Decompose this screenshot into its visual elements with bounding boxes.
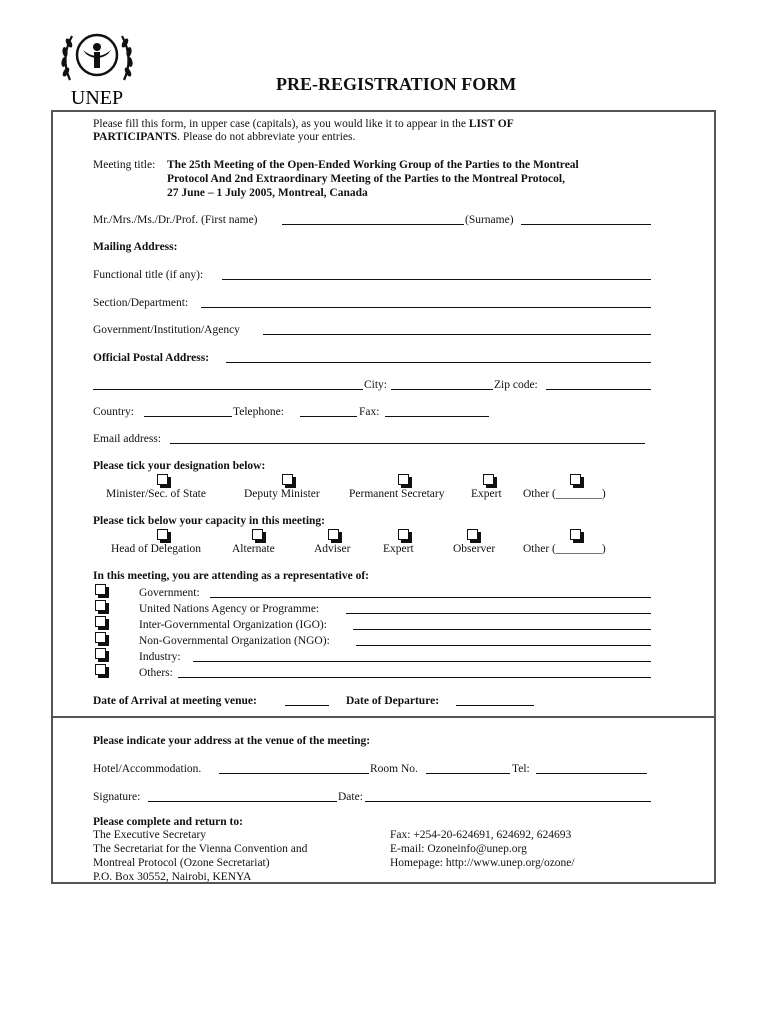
capacity-checkbox-head[interactable]	[157, 529, 168, 540]
rep-checkbox-ngo[interactable]	[95, 632, 106, 643]
functional-label: Functional title (if any):	[93, 269, 204, 281]
rep-checkbox-others[interactable]	[95, 664, 106, 675]
capacity-option: Head of Delegation	[111, 543, 202, 555]
capacity-heading: Please tick below your capacity in this meeting:	[93, 515, 325, 527]
name-label: Mr./Mrs./Ms./Dr./Prof. (First name)	[93, 214, 258, 226]
room-field[interactable]	[426, 762, 510, 774]
rep-option: Non-Governmental Organization (NGO):	[139, 635, 330, 647]
section-field[interactable]	[201, 296, 651, 308]
capacity-checkbox-observer[interactable]	[467, 529, 478, 540]
intro-bold: LIST OF	[468, 118, 514, 130]
intro-line-1	[93, 117, 514, 131]
capacity-option: Observer	[453, 543, 496, 555]
mailing-heading: Mailing Address:	[93, 241, 178, 253]
telephone-label: Telephone:	[233, 406, 284, 418]
functional-field[interactable]	[222, 268, 651, 280]
surname-label: (Surname)	[465, 214, 514, 226]
capacity-option: Alternate	[232, 543, 275, 555]
city-label: City:	[364, 379, 388, 391]
country-field[interactable]	[144, 405, 232, 417]
intro-bold-2: PARTICIPANTS	[93, 131, 178, 143]
telephone-field[interactable]	[300, 405, 357, 417]
rep-option: Industry:	[139, 651, 181, 663]
date-label: Date:	[338, 791, 363, 803]
intro-line-2	[93, 130, 355, 144]
country-label: Country:	[93, 406, 134, 418]
designation-option: Minister/Sec. of State	[106, 488, 206, 500]
return-heading: Please complete and return to:	[93, 816, 243, 828]
venue-heading: Please indicate your address at the venue of the meeting:	[93, 735, 371, 747]
designation-option: Deputy Minister	[244, 488, 320, 500]
fax-label: Fax:	[359, 406, 380, 418]
date-field[interactable]	[365, 790, 651, 802]
rep-option: Others:	[139, 667, 173, 679]
zip-field[interactable]	[546, 378, 651, 390]
designation-checkbox-permanent[interactable]	[398, 474, 409, 485]
rep-field-igo[interactable]	[353, 618, 651, 630]
meeting-line-3: 27 June – 1 July 2005, Montreal, Canada	[167, 187, 368, 199]
designation-option: Permanent Secretary	[349, 488, 445, 500]
designation-heading: Please tick your designation below:	[93, 460, 266, 472]
city-field[interactable]	[391, 378, 493, 390]
rep-checkbox-un[interactable]	[95, 600, 106, 611]
meeting-label: Meeting title:	[93, 159, 156, 171]
rep-field-un[interactable]	[346, 602, 651, 614]
rep-checkbox-industry[interactable]	[95, 648, 106, 659]
signature-field[interactable]	[148, 790, 337, 802]
government-field[interactable]	[263, 323, 651, 335]
designation-option: Other (________)	[523, 488, 606, 500]
rep-checkbox-igo[interactable]	[95, 616, 106, 627]
capacity-checkbox-other[interactable]	[570, 529, 581, 540]
meeting-line-1: The 25th Meeting of the Open-Ended Working Group of the Parties to the Montreal	[167, 159, 579, 171]
postal-field[interactable]	[226, 351, 651, 363]
rep-field-ngo[interactable]	[356, 634, 651, 646]
rep-field-industry[interactable]	[193, 650, 651, 662]
tel-field[interactable]	[536, 762, 647, 774]
tel-label: Tel:	[512, 763, 530, 775]
return-homepage: Homepage: http://www.unep.org/ozone/	[390, 857, 575, 869]
postal-field-2[interactable]	[93, 378, 363, 390]
designation-checkbox-expert[interactable]	[483, 474, 494, 485]
designation-checkbox-minister[interactable]	[157, 474, 168, 485]
arrival-field[interactable]	[285, 694, 329, 706]
rep-option: Inter-Governmental Organization (IGO):	[139, 619, 327, 631]
hotel-label: Hotel/Accommodation.	[93, 763, 202, 775]
departure-field[interactable]	[456, 694, 534, 706]
arrival-label: Date of Arrival at meeting venue:	[93, 695, 257, 707]
surname-field[interactable]	[521, 213, 651, 225]
first-name-field[interactable]	[282, 213, 464, 225]
designation-checkbox-deputy[interactable]	[282, 474, 293, 485]
room-label: Room No.	[370, 763, 418, 775]
capacity-checkbox-expert[interactable]	[398, 529, 409, 540]
postal-label: Official Postal Address:	[93, 352, 210, 364]
rep-option: Government:	[139, 587, 200, 599]
meeting-line-2: Protocol And 2nd Extraordinary Meeting of the Parties to the Montreal Protocol,	[167, 173, 565, 185]
return-address-line: P.O. Box 30552, Nairobi, KENYA	[93, 871, 252, 883]
hotel-field[interactable]	[219, 762, 369, 774]
signature-label: Signature:	[93, 791, 141, 803]
email-label: Email address:	[93, 433, 162, 445]
capacity-checkbox-adviser[interactable]	[328, 529, 339, 540]
intro-text: Please fill this form, in upper case (capitals), as you would like it to appear in the	[93, 118, 469, 130]
return-fax: Fax: +254-20-624691, 624692, 624693	[390, 829, 572, 841]
return-address-line: The Executive Secretary	[93, 829, 207, 841]
fax-field[interactable]	[385, 405, 489, 417]
rep-option: United Nations Agency or Programme:	[139, 603, 320, 615]
unep-logo	[56, 22, 138, 108]
logo-text: UNEP	[70, 87, 124, 108]
rep-checkbox-government[interactable]	[95, 584, 106, 595]
email-field[interactable]	[170, 432, 645, 444]
designation-checkbox-other[interactable]	[570, 474, 581, 485]
rep-field-others[interactable]	[178, 666, 651, 678]
intro-text-2: . Please do not abbreviate your entries.	[177, 131, 356, 143]
representative-heading: In this meeting, you are attending as a representative of:	[93, 570, 369, 582]
capacity-option: Expert	[383, 543, 414, 555]
designation-option: Expert	[471, 488, 502, 500]
departure-label: Date of Departure:	[346, 695, 440, 707]
section-label: Section/Department:	[93, 297, 189, 309]
zip-label: Zip code:	[494, 379, 538, 391]
return-address-line: The Secretariat for the Vienna Convention and	[93, 843, 308, 855]
capacity-option: Adviser	[314, 543, 351, 555]
rep-field-government[interactable]	[210, 586, 651, 598]
return-email: E-mail: Ozoneinfo@unep.org	[390, 843, 527, 855]
government-label: Government/Institution/Agency	[93, 324, 240, 336]
return-address-line: Montreal Protocol (Ozone Secretariat)	[93, 857, 270, 869]
capacity-option: Other (________)	[523, 543, 606, 555]
page-title: PRE-REGISTRATION FORM	[276, 74, 517, 94]
capacity-checkbox-alternate[interactable]	[252, 529, 263, 540]
